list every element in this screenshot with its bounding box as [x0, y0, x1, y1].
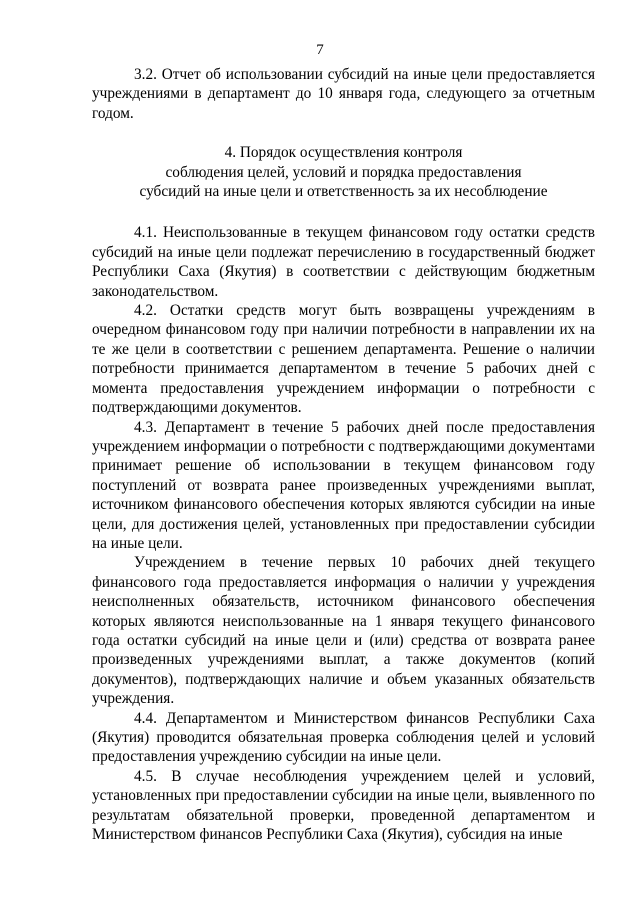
paragraph-4-5: 4.5. В случае несоблюдения учреждением целей и условий, установленных при предоставлении субсидии на иные цели, выявленного по результатам обязательной проверки, проведенной департаментом и Министерством финансов Республики Саха (Якутия), субсидия на иные: [92, 767, 595, 844]
paragraph-3-2: 3.2. Отчет об использовании субсидий на иные цели предоставляется учреждениями в департамент до 10 января года, следующего за отчетным годом.: [92, 66, 595, 122]
paragraph-4-3: 4.3. Департамент в течение 5 рабочих дней после предоставления учреждением информации о потребности с подтверждающими документами принимает решение об использовании в текущем финансовом году поступлений от возврата ранее произведенных учреждениями выплат, источником финансового обеспечения которых являются субсидии на иные цели, для достижения целей, установленных при предоставлении субсидии на иные цели.: [92, 418, 595, 552]
document-body: [92, 65, 595, 844]
paragraph-4-3-continuation: Учреждением в течение первых 10 рабочих дней текущего финансового года предоставляется информация о наличии у учреждения неисполненных обязательств, источником финансового обеспечения которых являются неиспользованные на 1 января текущего финансового года остатки субсидий на иные цели и (или) средства от возврата ранее произведенных учреждениями выплат, а также документов (копий документов), подтверждающих наличие и объем указанных обязательств учреждения.: [92, 554, 595, 708]
section-heading-line-1: 4. Порядок осуществления контроля: [224, 144, 463, 162]
section-heading-line-2: соблюдения целей, условий и порядка предоставления: [165, 163, 522, 181]
paragraph-4-4: 4.4. Департаментом и Министерством финансов Республики Саха (Якутия) проводится обязательная проверка соблюдения целей и условий предоставления учреждению субсидии на иные цели.: [92, 709, 595, 766]
paragraph-4-2: 4.2. Остатки средств могут быть возвращены учреждениям в очередном финансовом году при наличии потребности в направлении их на те же цели в соответствии с решением департамента. Решение о наличии потребности принимается департаментом в течение 5 рабочих дней с момента предоставления учреждением информации о потребности с подтверждающими документов.: [92, 302, 595, 417]
section-heading: [92, 143, 595, 201]
page-number: 7: [316, 42, 324, 58]
paragraph-4-1: 4.1. Неиспользованные в текущем финансовом году остатки средств субсидий на иные цели подлежат перечислению в государственный бюджет Республики Саха (Якутия) в соответствии с действующим бюджетным законодательством.: [92, 224, 595, 300]
section-heading-line-3: субсидий на иные цели и ответственность за их несоблюдение: [139, 183, 548, 201]
